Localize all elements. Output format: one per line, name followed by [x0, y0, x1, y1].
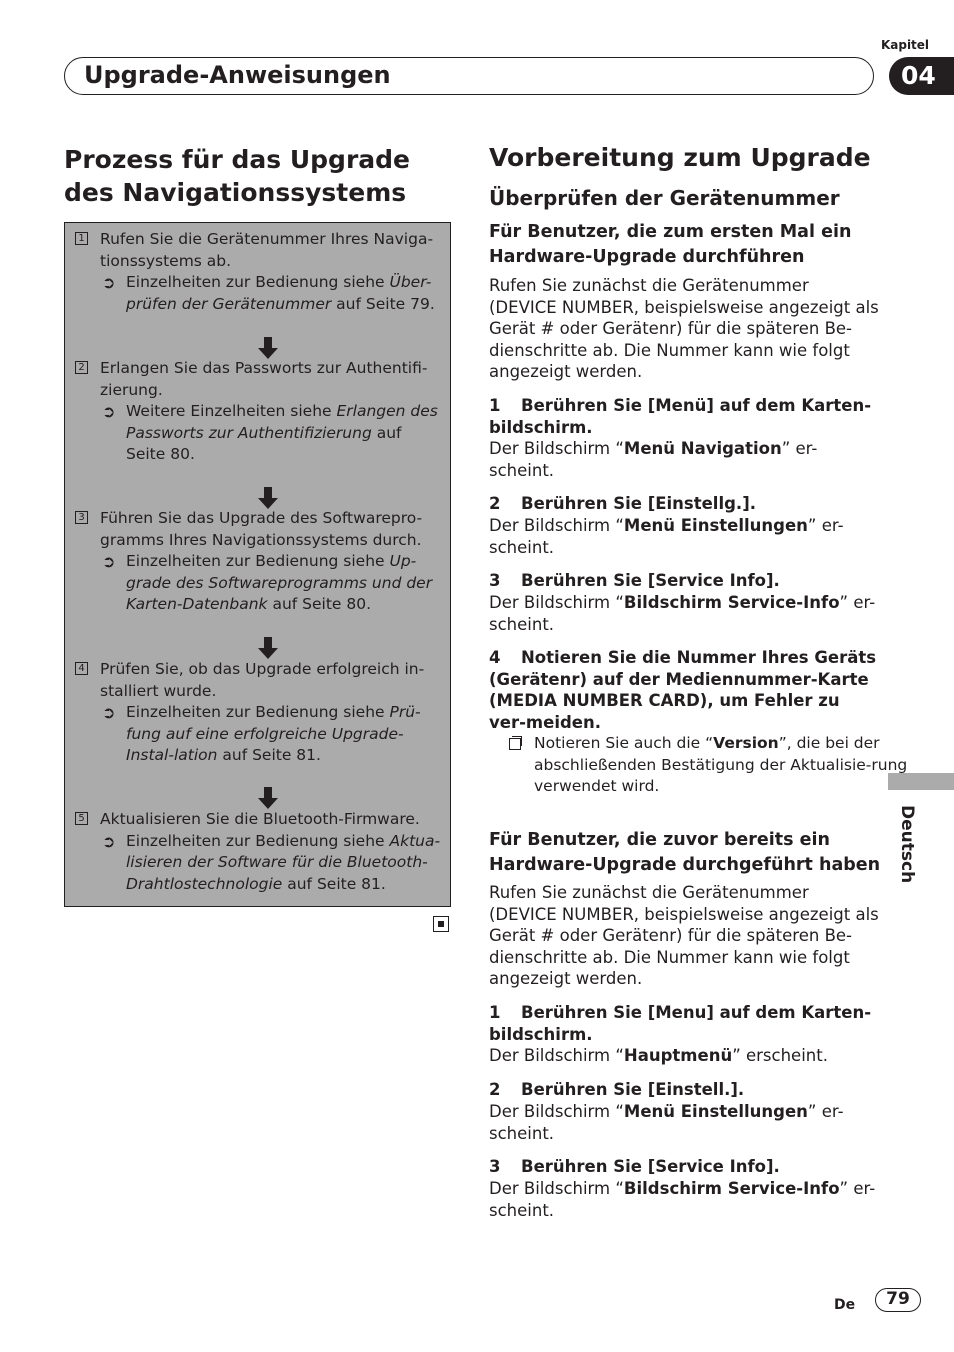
first-upgrade-intro: Rufen Sie zunächst die Gerätenummer (DEVICE NUMBER, beispielsweise angezeigt als Gerät # oder Gerätenr) für die späteren Be-dienschritte ab. Die Nummer kann wie folgt angezeigt werden. [489, 276, 879, 381]
step-result: Der Bildschirm “Hauptmenü” erscheint. [489, 1046, 828, 1065]
process-step [75, 229, 445, 315]
right-arrow-circle-icon: ➲ [102, 552, 116, 571]
device-number-subheading: Überprüfen der Gerätenummer [489, 186, 840, 210]
step-heading: 1 Berühren Sie [Menü] auf dem Karten-bildschirm. [489, 396, 872, 437]
step-text: Aktualisieren Sie die Bluetooth-Firmware. [100, 810, 420, 828]
step-text: Erlangen Sie das Passworts zur Authentifi-zierung. [100, 359, 428, 399]
step-number: 1 [75, 232, 88, 245]
step-text: Führen Sie das Upgrade des Softwarepro-gramms Ihres Navigationssystems durch. [100, 509, 423, 549]
step-note-reference: Prü-fung auf eine erfolgreiche Upgrade-Instal-lation [126, 703, 421, 764]
process-step [75, 809, 445, 895]
step-heading: 1 Berühren Sie [Menu] auf dem Karten-bildschirm. [489, 1003, 872, 1044]
step-number: 3 [75, 511, 88, 524]
page-number: 79 [875, 1288, 921, 1312]
step-number: 2 [75, 361, 88, 374]
step-result: Der Bildschirm “Menü Einstellungen” er-scheint. [489, 516, 844, 557]
right-arrow-circle-icon: ➲ [102, 831, 116, 851]
previous-upgrade-intro: Rufen Sie zunächst die Gerätenummer (DEVICE NUMBER, beispielsweise angezeigt als Gerät # oder Gerätenr) für die späteren Be-dienschritte ab. Die Nummer kann wie folgt angezeigt werden. [489, 883, 879, 988]
language-label: Deutsch [897, 805, 917, 884]
process-step [75, 358, 445, 466]
section-title: Upgrade-Anweisungen [84, 61, 391, 89]
step-result: Der Bildschirm “Bildschirm Service-Info” er-scheint. [489, 1179, 876, 1220]
right-arrow-circle-icon: ➲ [102, 273, 116, 292]
step-heading: 3 Berühren Sie [Service Info]. [489, 1157, 780, 1176]
step-note: Notieren Sie auch die “Version”, die bei der abschließenden Bestätigung der Aktualisie-rung verwendet wird. [489, 733, 926, 798]
language-tab [888, 773, 954, 790]
end-square-icon [433, 916, 449, 932]
step-note: ➲ Einzelheiten zur Bedienung siehe Über-prüfen der Gerätenummer auf Seite 79. [102, 273, 435, 313]
step-result: Der Bildschirm “Menü Einstellungen” er-scheint. [489, 1102, 844, 1143]
step-heading: 4 Notieren Sie die Nummer Ihres Geräts (Gerätenr) auf der Mediennummer-Karte (MEDIA NUMBER CARD), um Fehler zu ver-meiden. [489, 648, 877, 732]
step-heading: 3 Berühren Sie [Service Info]. [489, 571, 780, 590]
step-note: ➲ Einzelheiten zur Bedienung siehe Up-grade des Softwareprogramms und der Karten-Datenbank auf Seite 80. [102, 552, 433, 613]
right-arrow-circle-icon: ➲ [102, 402, 116, 421]
page-language-code: De [834, 1297, 856, 1313]
step-text: Prüfen Sie, ob das Upgrade erfolgreich in-stalliert wurde. [100, 660, 425, 700]
step-note-reference: Up-grade des Softwareprogramms und der Karten-Datenbank [126, 552, 433, 613]
step-number: 5 [75, 812, 88, 825]
step-note: ➲ Einzelheiten zur Bedienung siehe Aktua-lisieren der Software für die Bluetooth-Drahtlostechnologie auf Seite 81. [102, 831, 441, 893]
step-result: Der Bildschirm “Menü Navigation” er-scheint. [489, 439, 818, 480]
step-note-reference: Über-prüfen der Gerätenummer [126, 273, 432, 313]
chapter-number-badge: 04 [889, 57, 954, 95]
step-note: ➲ Weitere Einzelheiten siehe Erlangen des Passworts zur Authentifizierung auf Seite 80. [102, 402, 438, 463]
step-number: 4 [75, 662, 88, 675]
step-note-reference: Erlangen des Passworts zur Authentifizierung [126, 402, 438, 442]
step-note: ➲ Einzelheiten zur Bedienung siehe Prü-fung auf eine erfolgreiche Upgrade-Instal-lation auf Seite 81. [102, 703, 421, 764]
process-step [75, 508, 445, 616]
process-step [75, 659, 445, 767]
previous-upgrade-group-title: Für Benutzer, die zuvor bereits ein Hardware-Upgrade durchgeführt haben [489, 830, 881, 875]
down-arrow-icon [258, 637, 278, 661]
step-note-reference: Aktua-lisieren der Software für die Bluetooth-Drahtlostechnologie [126, 831, 441, 893]
step-heading: 2 Berühren Sie [Einstell.]. [489, 1080, 745, 1099]
first-upgrade-group-title: Für Benutzer, die zum ersten Mal ein Hardware-Upgrade durchführen [489, 222, 852, 267]
preparation-heading: Vorbereitung zum Upgrade [489, 143, 871, 172]
checkbox-icon [509, 738, 521, 750]
step-heading: 2 Berühren Sie [Einstellg.]. [489, 494, 757, 513]
step-result: Der Bildschirm “Bildschirm Service-Info” er-scheint. [489, 593, 876, 634]
process-heading: Prozess für das Upgrade des Navigationssystems [64, 145, 410, 207]
down-arrow-icon [258, 787, 278, 811]
right-arrow-circle-icon: ➲ [102, 703, 116, 722]
step-text: Rufen Sie die Gerätenummer Ihres Naviga-tionssystems ab. [100, 230, 434, 270]
chapter-label: Kapitel [880, 38, 930, 52]
